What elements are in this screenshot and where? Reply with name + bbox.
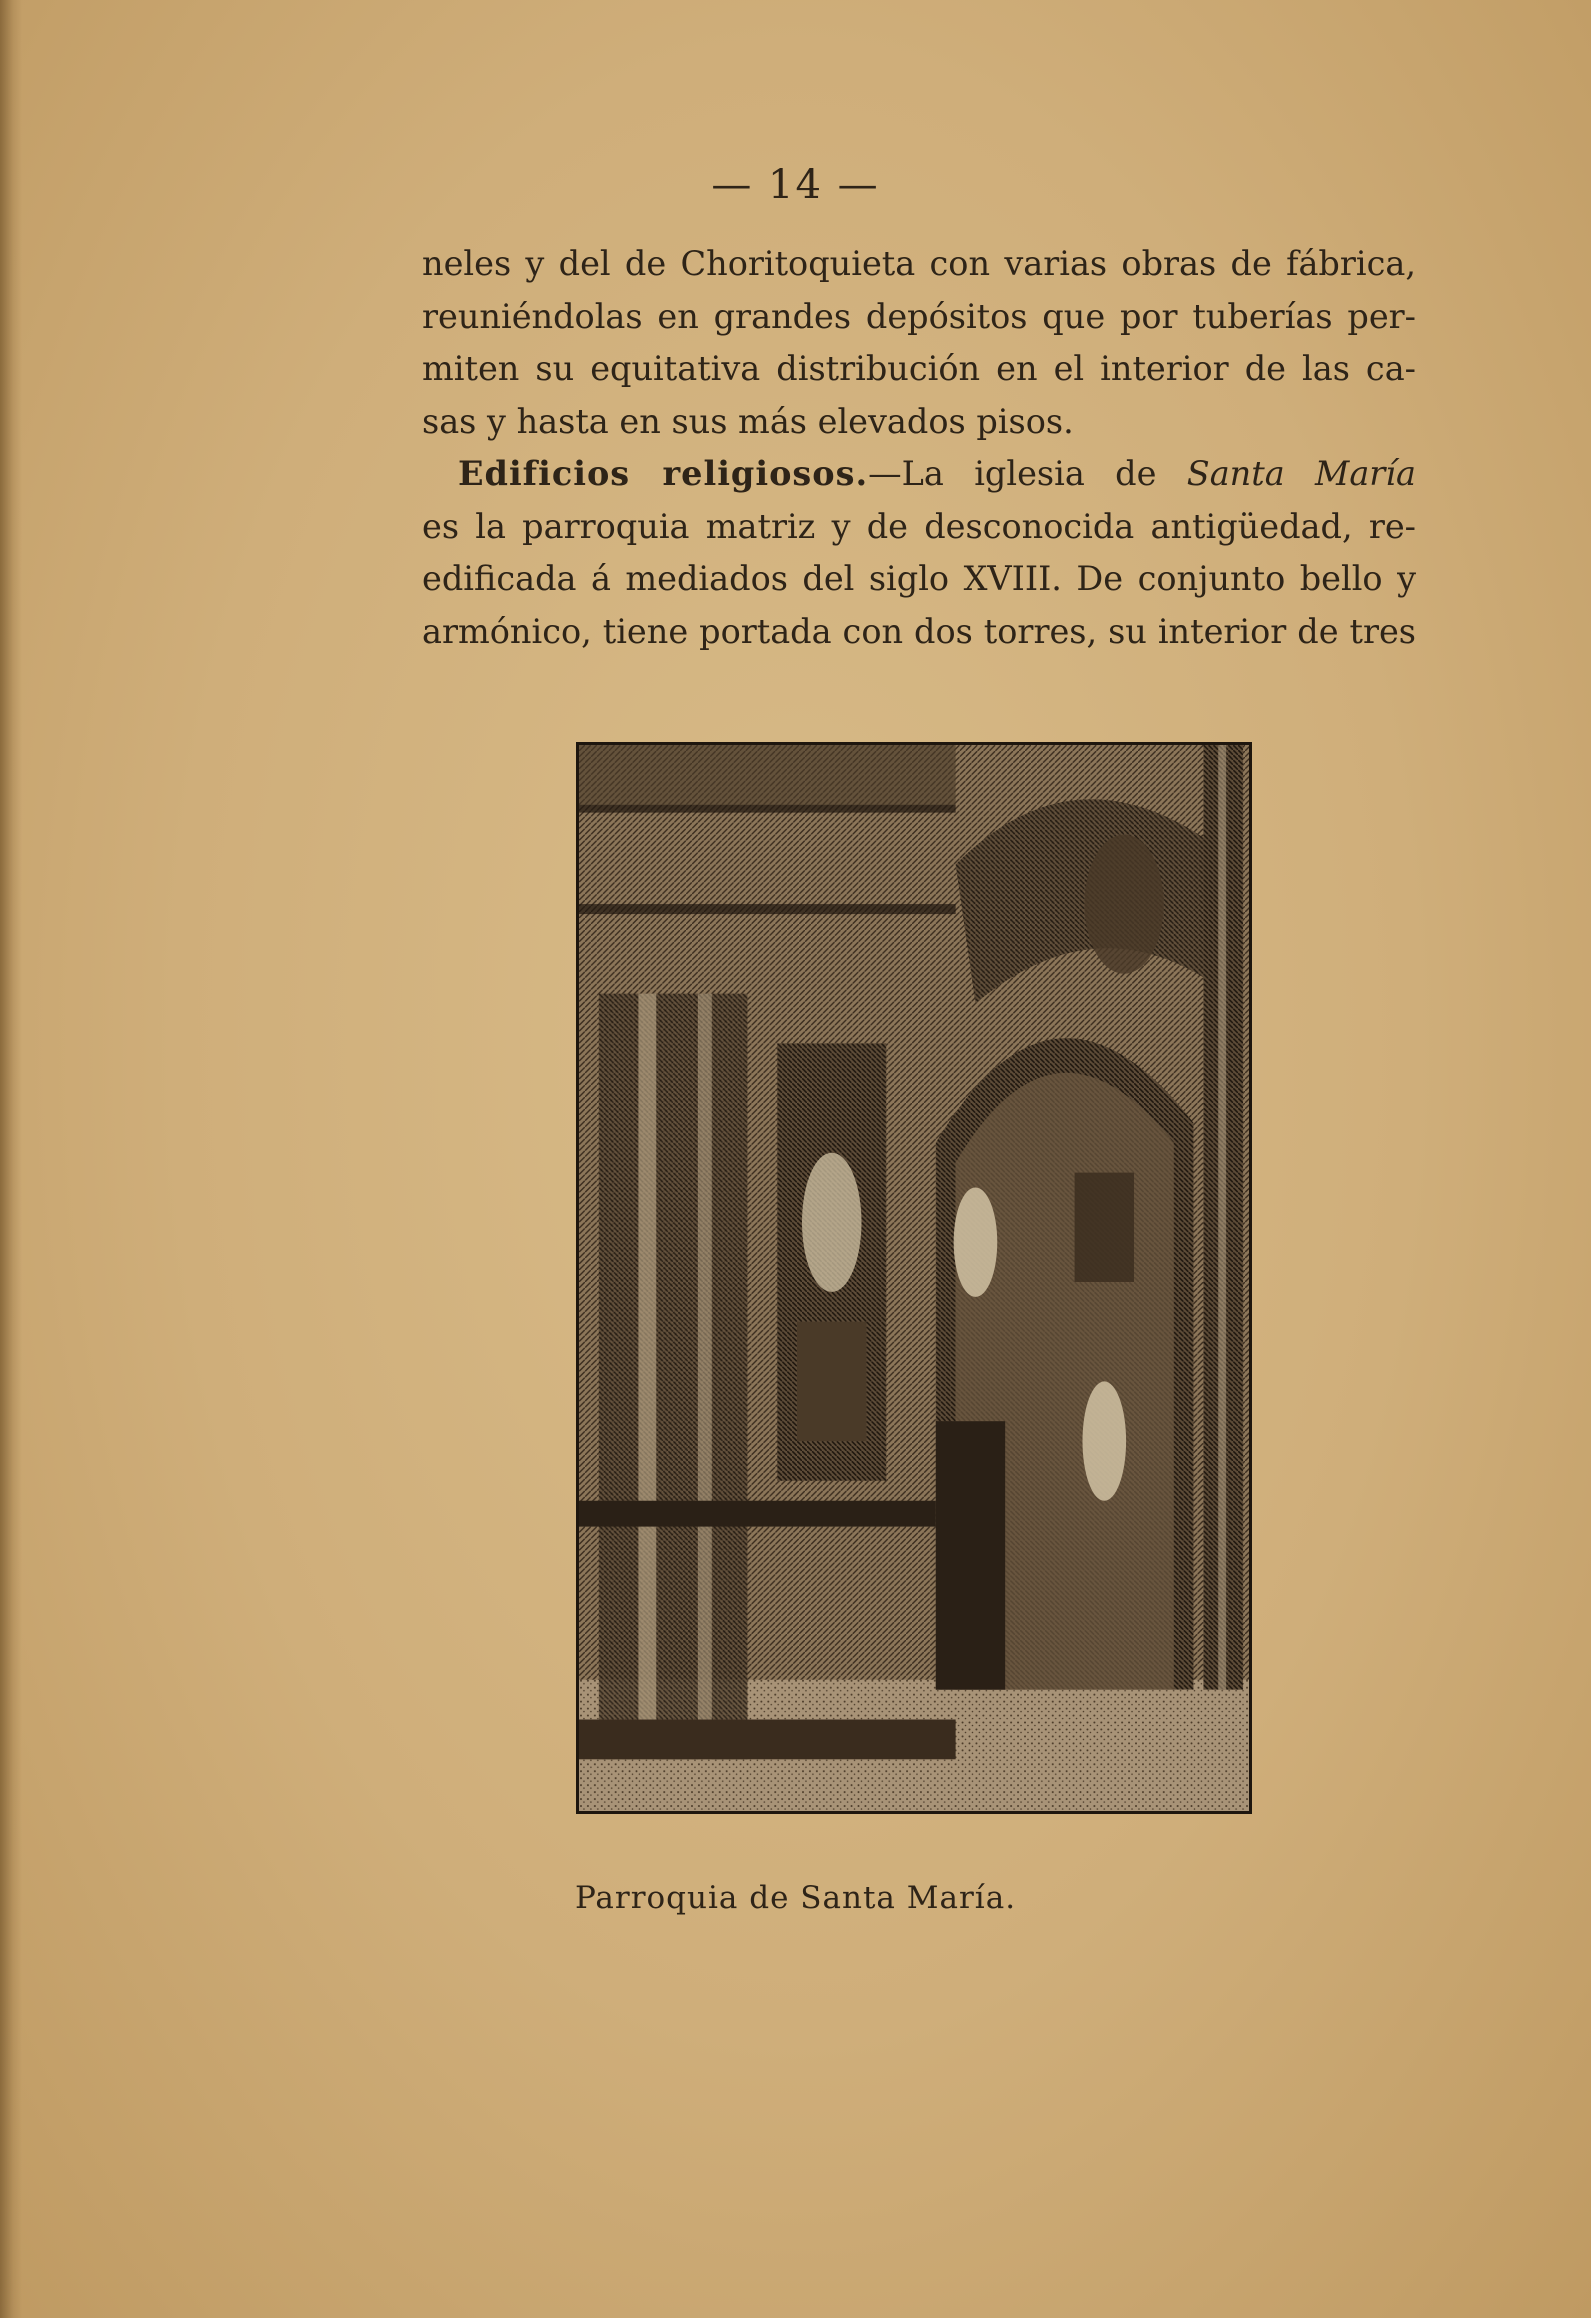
text-line: reuniéndolas en grandes depósitos que por tuberías per- (422, 296, 1416, 336)
section-heading: Edificios religiosos. (458, 454, 869, 493)
page-number: — 14 — (711, 162, 880, 208)
text-line: neles y del de Choritoquieta con varias obras de fábrica, (422, 244, 1416, 283)
church-engraving (576, 742, 1252, 1814)
text-line: armónico, tiene portada con dos torres, su interior de tres (422, 611, 1416, 651)
section-lead: —La iglesia de (868, 454, 1187, 493)
church-name: Santa María (1186, 454, 1416, 493)
text-line: edificada á mediados del siglo XVIII. De conjunto bello y (422, 559, 1416, 598)
text-line: es la parroquia matriz y de desconocida antigüedad, re- (422, 506, 1416, 546)
illustration-caption: Parroquia de Santa María. (574, 1880, 1017, 1916)
text-line: sas y hasta en sus más elevados pisos. (422, 401, 1074, 441)
text-line: miten su equitativa distribución en el interior de las ca- (422, 349, 1416, 388)
church-facade-illustration (579, 745, 1249, 1811)
body-text (422, 238, 1416, 658)
section-first-line (422, 448, 1416, 501)
